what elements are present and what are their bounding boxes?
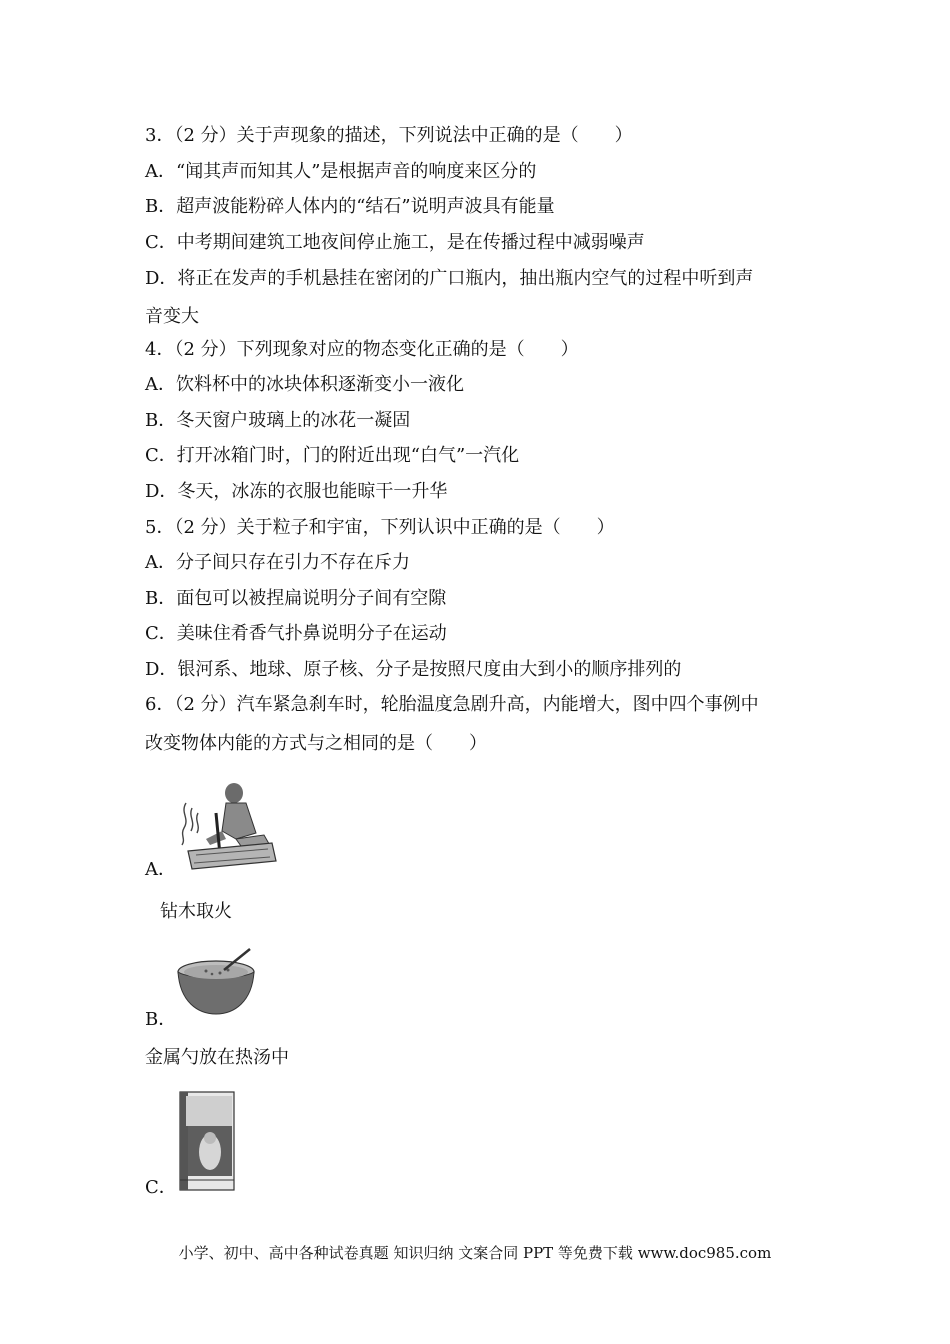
q3-option-b: B．超声波能粉碎人体内的“结石”说明声波具有能量: [145, 196, 555, 217]
q3-option-c: C．中考期间建筑工地夜间停止施工，是在传播过程中减弱噪声: [145, 232, 645, 253]
q3-stem: 3．（2 分）关于声现象的描述，下列说法中正确的是（ ）: [145, 125, 633, 146]
q4-option-c: C．打开冰箱门时，门的附近出现“白气”一汽化: [145, 445, 520, 466]
q5-stem: 5．（2 分）关于粒子和宇宙，下列认识中正确的是（ ）: [145, 517, 615, 538]
option-c-image: [178, 1090, 238, 1192]
q5-option-d: D．银河系、地球、原子核、分子是按照尺度由大到小的顺序排列的: [145, 659, 682, 680]
q3-option-d-line1: D．将正在发声的手机悬挂在密闭的广口瓶内，抽出瓶内空气的过程中听到声: [145, 268, 754, 289]
q4-option-b: B．冬天窗户玻璃上的冰花一凝固: [145, 410, 411, 431]
q3-option-a: A．“闻其声而知其人”是根据声音的响度来区分的: [145, 161, 537, 182]
q6-option-c-letter: C．: [145, 1177, 177, 1198]
q6-option-a-caption: 钻木取火: [160, 901, 232, 922]
drilling-wood-fire-image: [176, 773, 284, 873]
q4-option-a: A．饮料杯中的冰块体积逐渐变小一液化: [145, 374, 464, 395]
q6-stem-line2: 改变物体内能的方式与之相同的是（ ）: [145, 733, 487, 754]
spoon-in-hot-soup-image: [176, 946, 260, 1018]
q4-stem: 4．（2 分）下列现象对应的物态变化正确的是（ ）: [145, 339, 579, 360]
q5-option-b: B．面包可以被捏扁说明分子间有空隙: [145, 588, 447, 609]
q6-option-b-caption: 金属勺放在热汤中: [145, 1047, 289, 1068]
q6-option-a-letter: A．: [145, 859, 176, 880]
q4-option-d: D．冬天，冰冻的衣服也能晾干一升华: [145, 481, 448, 502]
q6-stem-line1: 6．（2 分）汽车紧急刹车时，轮胎温度急剧升高，内能增大，图中四个事例中: [145, 694, 759, 715]
q5-option-c: C．美味住肴香气扑鼻说明分子在运动: [145, 623, 447, 644]
q3-option-d-line2: 音变大: [145, 306, 199, 327]
q6-option-b-letter: B．: [145, 1009, 177, 1030]
q5-option-a: A．分子间只存在引力不存在斥力: [145, 552, 410, 573]
page-footer: 小学、初中、高中各种试卷真题 知识归纳 文案合同 PPT 等免费下载 www.doc985.com: [178, 1244, 772, 1262]
